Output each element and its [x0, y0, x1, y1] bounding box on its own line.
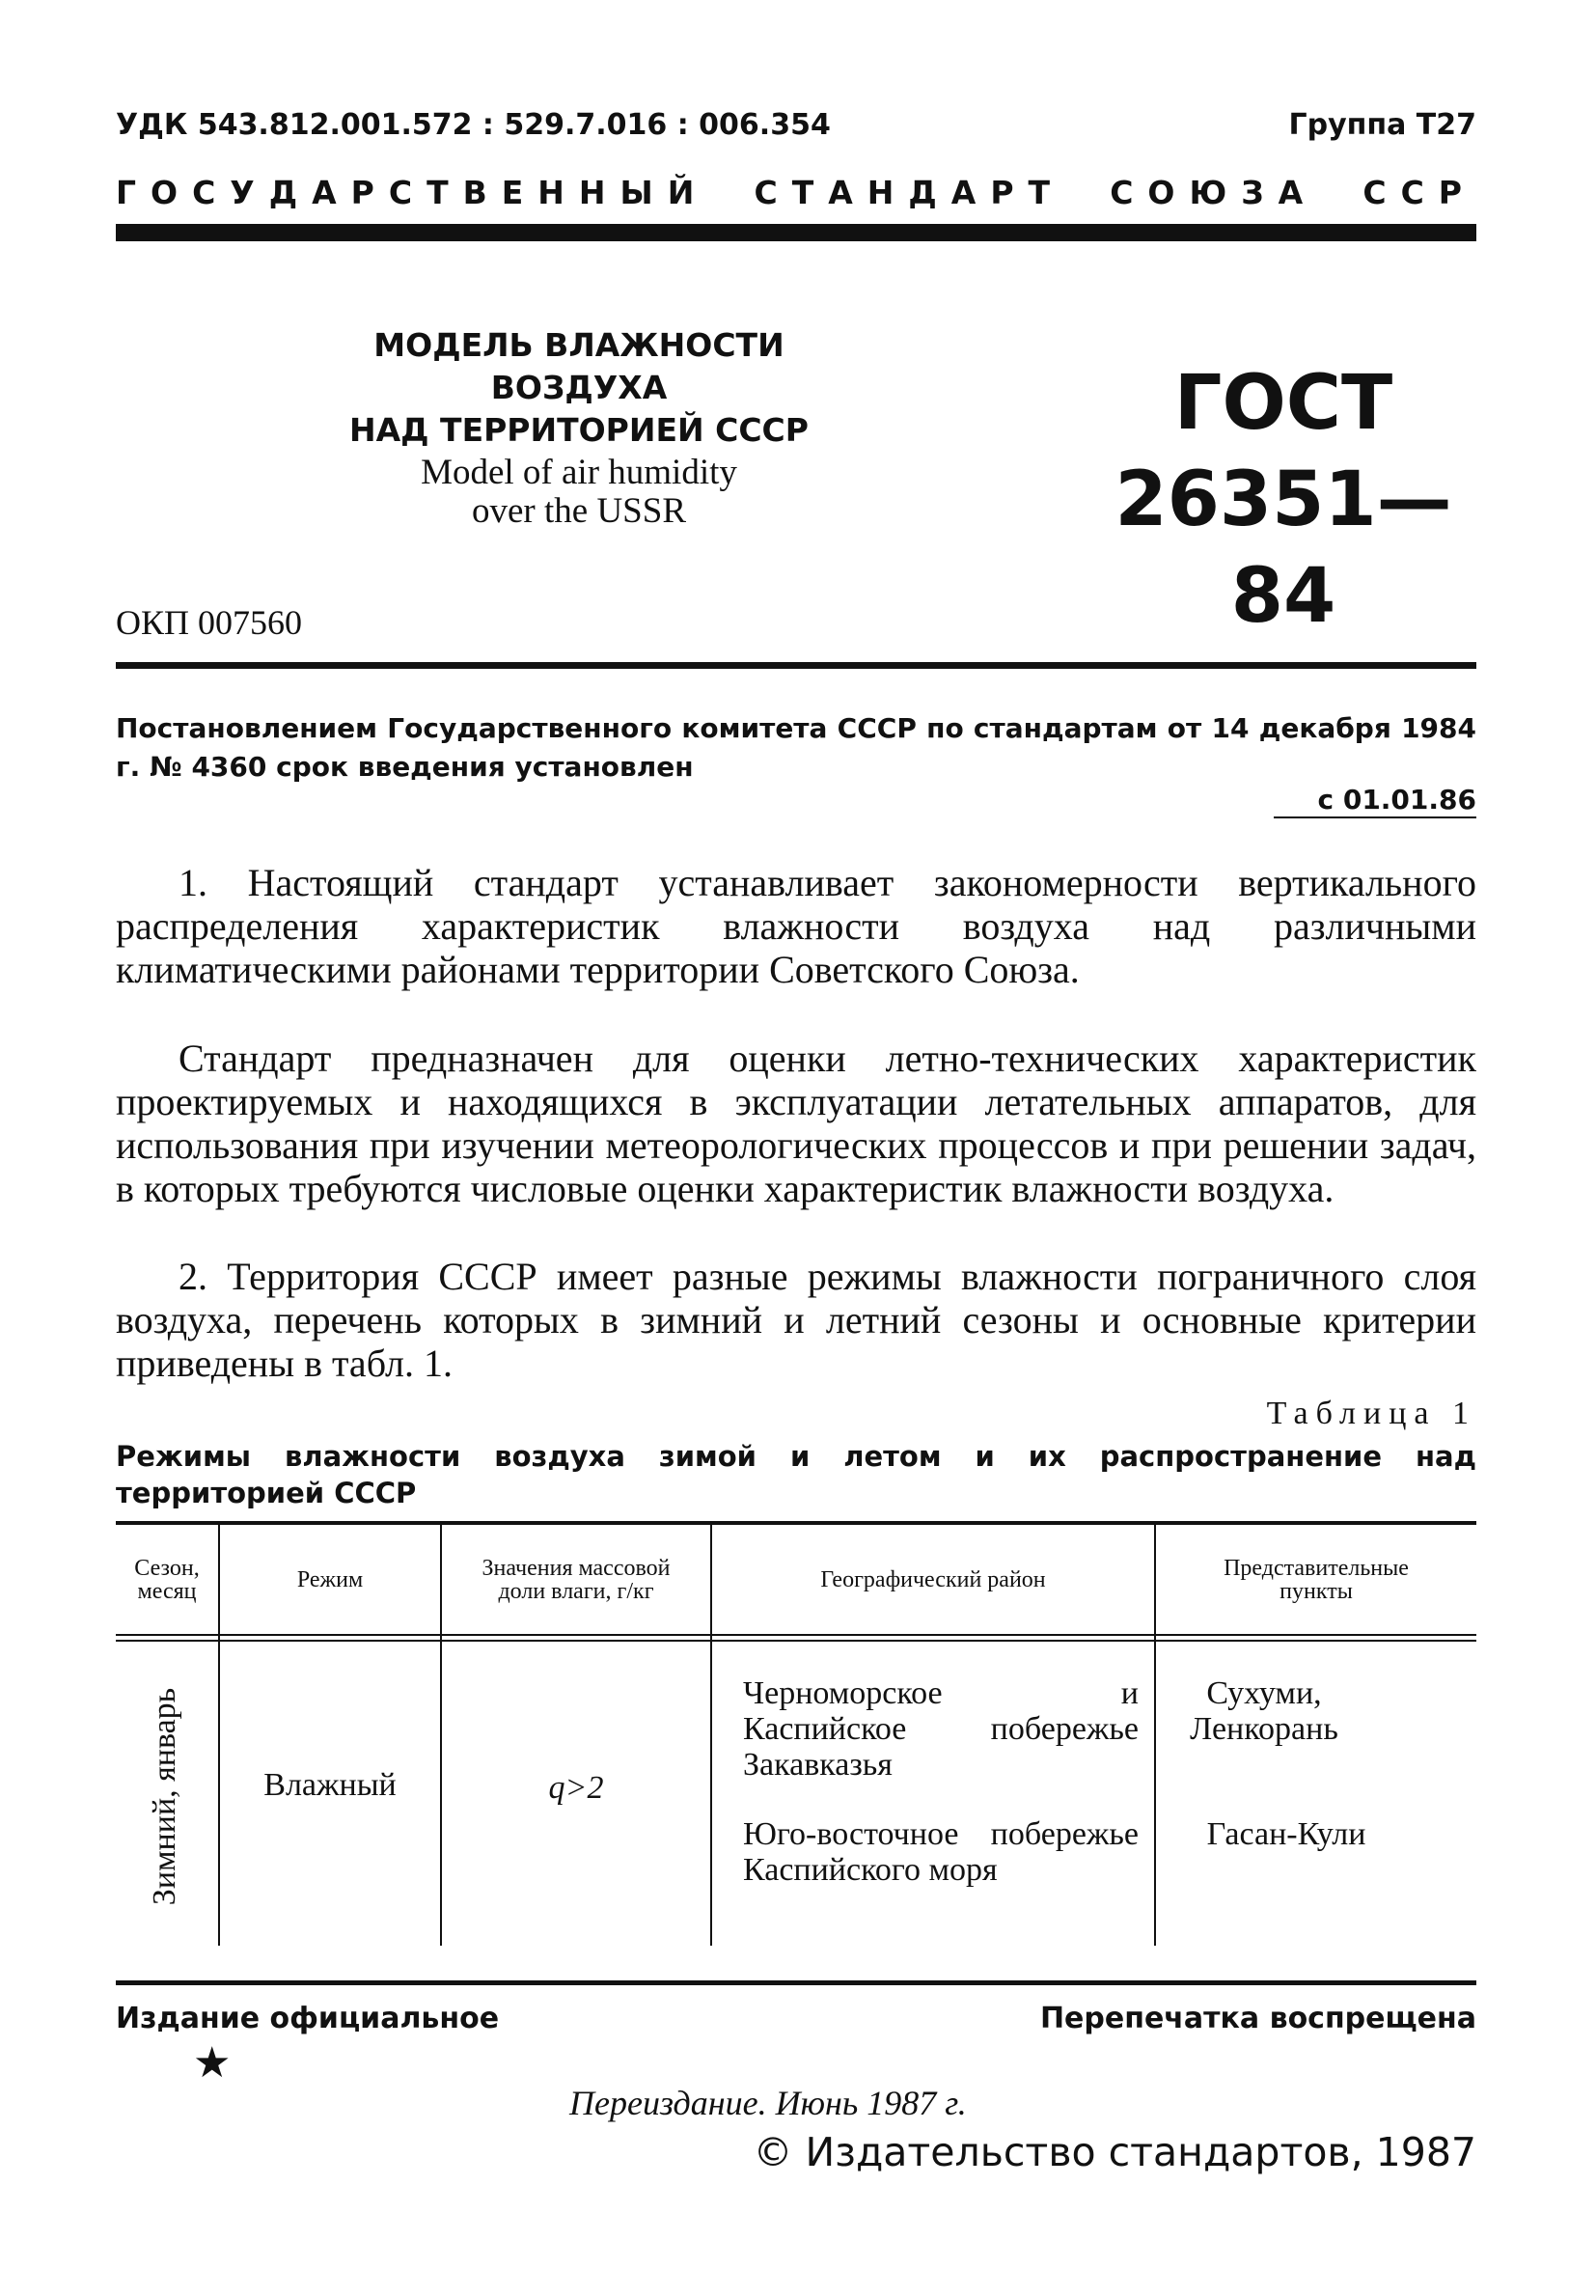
udk-code: УДК 543.812.001.572 : 529.7.016 : 006.354 — [116, 108, 831, 142]
header-season: Сезон, месяц — [134, 1556, 200, 1604]
copyright-notice: © Издательство стандартов, 1987 — [753, 2129, 1476, 2175]
title-en-line-1: Model of air humidity — [421, 453, 737, 492]
header-moisture: Значения массовой доли влаги, г/кг — [482, 1556, 671, 1604]
top-rule — [116, 224, 1476, 241]
group-code: Группа Т27 — [1288, 108, 1476, 142]
paragraph-3: 2. Территория СССР имеет разные режимы влажности пограничного слоя воздуха, перечень которых в зимний и летний сезоны и основные критерии приведены в табл. 1. — [116, 1255, 1476, 1385]
cell-season-text: Зимний, январь — [147, 1687, 183, 1905]
decree-date: с 01.01.86 — [1317, 784, 1476, 816]
paragraph-1: 1. Настоящий стандарт устанавливает закономерности вертикального распределения характеристик влажности воздуха над различными климатическими районами территории Советского Союза. — [116, 861, 1476, 991]
title-ru-line-1: МОДЕЛЬ ВЛАЖНОСТИ ВОЗДУХА — [373, 326, 784, 406]
okp-code: ОКП 007560 — [116, 603, 303, 642]
table-caption: Режимы влажности воздуха зимой и летом и их распространение над территорией СССР — [116, 1440, 1476, 1509]
title-en-line-2: over the USSR — [472, 491, 686, 531]
reissue-note: Переиздание. Июнь 1987 г. — [569, 2084, 967, 2122]
paragraph-2: Стандарт предназначен для оценки летно-технических характеристик проектируемых и находящихся в эксплуатации летательных аппаратов, для использования при изучении метеорологических процессов и при решении задач, в которых требуются числовые оценки характеристик влажности воздуха. — [116, 1037, 1476, 1210]
cell-season — [116, 1646, 214, 1946]
table-label: Таблица 1 — [1266, 1396, 1476, 1431]
cell-mode: Влажный — [263, 1767, 397, 1803]
decree-date-underline — [1274, 816, 1476, 818]
header-region: Географический район — [820, 1567, 1046, 1592]
middle-rule — [116, 662, 1476, 669]
official-edition: Издание официальное — [116, 2002, 500, 2035]
gost-number: 26351—84 — [1114, 456, 1452, 640]
gov-word-2: СТАНДАРТ — [754, 174, 1065, 211]
gov-word-3: СОЮЗА — [1110, 174, 1318, 211]
decree-text: Постановлением Государственного комитета СССР по стандартам от 14 декабря 1984 г. № 4360 срок введения установлен — [116, 712, 1476, 783]
table-header-rule-2 — [116, 1640, 1476, 1642]
header-points: Представительные пункты — [1224, 1556, 1409, 1604]
header-mode: Режим — [296, 1567, 364, 1592]
title-ru-line-2: НАД ТЕРРИТОРИЕЙ СССР — [349, 411, 809, 449]
star-icon: ★ — [193, 2038, 232, 2088]
gov-word-1: ГОСУДАРСТВЕННЫЙ — [116, 174, 709, 211]
cell-points-2: Гасан-Кули — [1206, 1816, 1366, 1852]
cell-points-1: Сухуми, Ленкорань — [1190, 1675, 1338, 1747]
no-reprint-notice: Перепечатка воспрещена — [1039, 2002, 1476, 2035]
state-standard-heading — [116, 174, 1476, 211]
gost-label: ГОСТ — [1173, 360, 1393, 447]
gov-word-4: ССР — [1362, 174, 1476, 211]
gost-designation — [1090, 355, 1476, 645]
cell-moisture: q>2 — [548, 1770, 604, 1806]
table-header-rule-1 — [116, 1634, 1476, 1636]
humidity-table — [116, 1521, 1476, 1950]
bottom-rule — [116, 1980, 1476, 1985]
cell-region-2: Юго-восточное побережье Каспийского моря — [743, 1816, 1139, 1888]
standard-title-ru — [289, 324, 868, 452]
standard-title-en — [338, 454, 820, 531]
table-top-rule — [116, 1521, 1476, 1525]
cell-region-1: Черноморское и Каспийское побережье Закавказья — [743, 1675, 1139, 1783]
